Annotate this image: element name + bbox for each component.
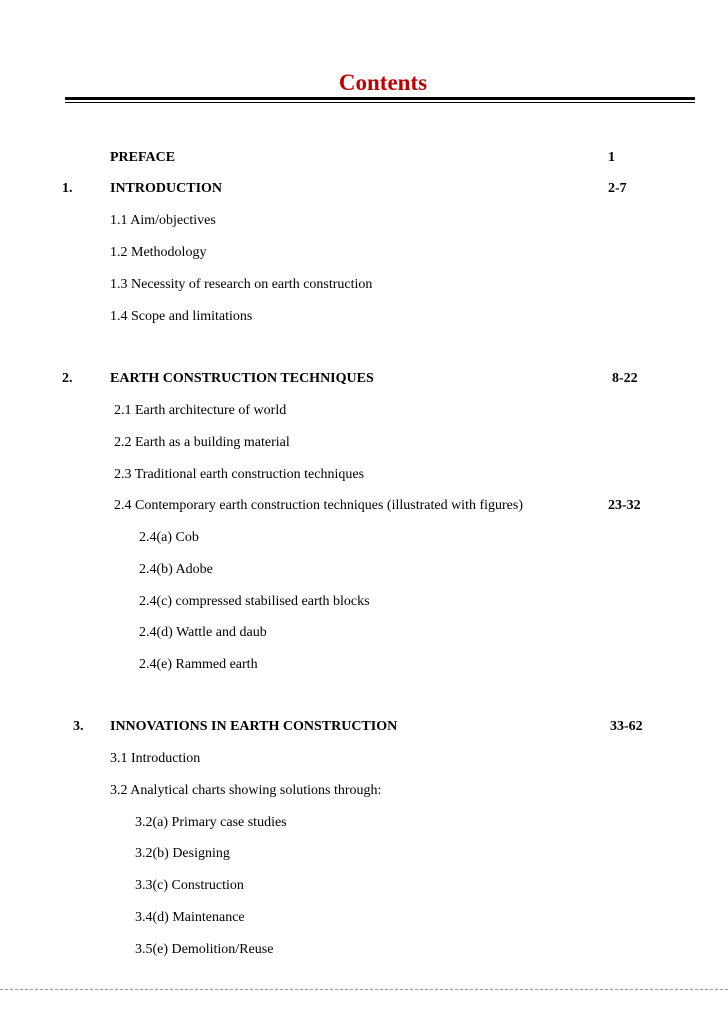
- toc-label: 3.1 Introduction: [110, 751, 201, 766]
- title-rule-thin: [65, 102, 695, 103]
- toc-page-number: 23-32: [608, 498, 641, 513]
- toc-entry-1-2[interactable]: [0, 243, 728, 263]
- toc-entry-2-4d[interactable]: [0, 623, 728, 643]
- toc-chapter-number: 1.: [62, 181, 73, 196]
- toc-label: 2.2 Earth as a building material: [114, 435, 290, 450]
- toc-label: 1.2 Methodology: [110, 245, 207, 260]
- toc-page-number: 1: [608, 150, 615, 165]
- toc-label: 3.5(e) Demolition/Reuse: [135, 942, 274, 957]
- toc-chapter-number: 3.: [73, 719, 84, 734]
- toc-entry-3-1[interactable]: [0, 749, 728, 769]
- toc-entry-2-4a[interactable]: [0, 528, 728, 548]
- toc-page-number: 33-62: [610, 719, 643, 734]
- toc-label: 2.4 Contemporary earth construction techniques (illustrated with figures): [114, 498, 524, 513]
- toc-page-number: 8-22: [612, 371, 638, 386]
- toc-label: 1.3 Necessity of research on earth construction: [110, 277, 373, 292]
- toc-entry-2-2[interactable]: [0, 433, 728, 453]
- toc-entry-3-2[interactable]: [0, 781, 728, 801]
- toc-entry-chapter-1[interactable]: [0, 179, 728, 199]
- toc-label: 2.4(d) Wattle and daub: [139, 625, 267, 640]
- toc-label: 2.4(c) compressed stabilised earth blocks: [139, 594, 370, 609]
- page-title: Contents: [338, 70, 428, 95]
- toc-entry-3-3c[interactable]: [0, 876, 728, 896]
- toc-label: 3.2(b) Designing: [135, 846, 230, 861]
- toc-label: 1.4 Scope and limitations: [110, 309, 253, 324]
- toc-entry-3-2a[interactable]: [0, 813, 728, 833]
- toc-entry-1-4[interactable]: [0, 307, 728, 327]
- toc-entry-3-4d[interactable]: [0, 908, 728, 928]
- toc-label: PREFACE: [110, 150, 176, 165]
- toc-label: 2.3 Traditional earth construction techniques: [114, 467, 365, 482]
- toc-label: 2.4(b) Adobe: [139, 562, 213, 577]
- toc-label: 3.4(d) Maintenance: [135, 910, 245, 925]
- toc-label: 1.1 Aim/objectives: [110, 213, 216, 228]
- toc-label: 3.2(a) Primary case studies: [135, 815, 287, 830]
- toc-entry-2-3[interactable]: [0, 465, 728, 485]
- toc-entry-2-4b[interactable]: [0, 560, 728, 580]
- toc-label: INNOVATIONS IN EARTH CONSTRUCTION: [110, 719, 398, 734]
- toc-label: 3.2 Analytical charts showing solutions through:: [110, 783, 382, 798]
- toc-label: 3.3(c) Construction: [135, 878, 244, 893]
- toc-entry-1-3[interactable]: [0, 275, 728, 295]
- toc-page-number: 2-7: [608, 181, 627, 196]
- toc-label: 2.4(a) Cob: [139, 530, 199, 545]
- page-break-divider: [0, 989, 728, 990]
- toc-entry-chapter-3[interactable]: [0, 717, 728, 737]
- toc-entry-preface[interactable]: [0, 148, 728, 168]
- toc-label: INTRODUCTION: [110, 181, 223, 196]
- toc-chapter-number: 2.: [62, 371, 73, 386]
- toc-entry-2-1[interactable]: [0, 401, 728, 421]
- toc-entry-2-4c[interactable]: [0, 592, 728, 612]
- toc-entry-chapter-2[interactable]: [0, 369, 728, 389]
- toc-label: 2.1 Earth architecture of world: [114, 403, 287, 418]
- toc-entry-1-1[interactable]: [0, 211, 728, 231]
- toc-entry-2-4[interactable]: [0, 496, 728, 516]
- toc-entry-3-5e[interactable]: [0, 940, 728, 960]
- title-rule-thick: [65, 97, 695, 100]
- toc-label: EARTH CONSTRUCTION TECHNIQUES: [110, 371, 374, 386]
- toc-label: 2.4(e) Rammed earth: [139, 657, 258, 672]
- toc-entry-3-2b[interactable]: [0, 844, 728, 864]
- toc-entry-2-4e[interactable]: [0, 655, 728, 675]
